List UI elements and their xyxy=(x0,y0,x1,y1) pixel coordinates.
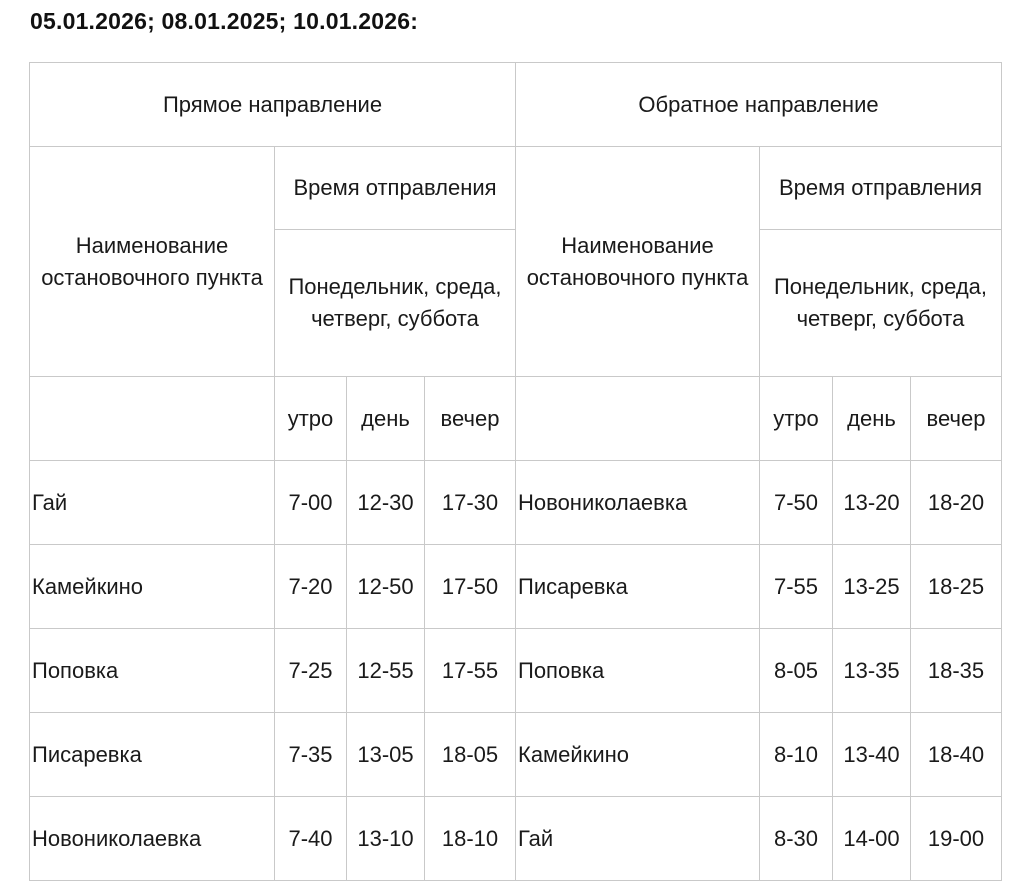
backward-time-morning: 8-30 xyxy=(760,797,833,881)
backward-direction-title: Обратное направление xyxy=(516,63,1002,147)
backward-time-evening: 19-00 xyxy=(911,797,1002,881)
backward-time-day: 13-20 xyxy=(833,461,911,545)
forward-stop-header: Наименование остановочного пункта xyxy=(30,147,275,377)
backward-stop-name: Поповка xyxy=(516,629,760,713)
forward-days: Понедельник, среда, четверг, суббота xyxy=(275,230,516,377)
forward-period-day: день xyxy=(347,377,425,461)
backward-time-header: Время отправления xyxy=(760,147,1002,230)
forward-time-day: 12-30 xyxy=(347,461,425,545)
forward-time-day: 13-05 xyxy=(347,713,425,797)
backward-stop-name: Гай xyxy=(516,797,760,881)
dates-heading: 05.01.2026; 08.01.2025; 10.01.2026: xyxy=(30,8,419,34)
backward-time-day: 13-40 xyxy=(833,713,911,797)
backward-period-morning: утро xyxy=(760,377,833,461)
forward-stop-name: Новониколаевка xyxy=(30,797,275,881)
forward-stop-name: Поповка xyxy=(30,629,275,713)
forward-stop-name: Писаревка xyxy=(30,713,275,797)
table-row xyxy=(30,629,1002,713)
backward-stop-name: Камейкино xyxy=(516,713,760,797)
time-header-row xyxy=(30,147,1002,230)
table-row xyxy=(30,797,1002,881)
backward-period-day: день xyxy=(833,377,911,461)
table-row xyxy=(30,713,1002,797)
forward-time-day: 13-10 xyxy=(347,797,425,881)
forward-time-morning: 7-00 xyxy=(275,461,347,545)
backward-time-day: 13-35 xyxy=(833,629,911,713)
forward-time-evening: 18-05 xyxy=(425,713,516,797)
backward-time-morning: 7-50 xyxy=(760,461,833,545)
forward-time-day: 12-55 xyxy=(347,629,425,713)
forward-time-morning: 7-20 xyxy=(275,545,347,629)
forward-direction-title: Прямое направление xyxy=(30,63,516,147)
backward-time-evening: 18-40 xyxy=(911,713,1002,797)
period-header-row xyxy=(30,377,1002,461)
backward-time-evening: 18-25 xyxy=(911,545,1002,629)
backward-period-evening: вечер xyxy=(911,377,1002,461)
forward-time-morning: 7-35 xyxy=(275,713,347,797)
forward-time-day: 12-50 xyxy=(347,545,425,629)
forward-time-header: Время отправления xyxy=(275,147,516,230)
backward-time-evening: 18-20 xyxy=(911,461,1002,545)
forward-time-evening: 17-50 xyxy=(425,545,516,629)
forward-period-evening: вечер xyxy=(425,377,516,461)
backward-stop-name: Писаревка xyxy=(516,545,760,629)
forward-period-morning: утро xyxy=(275,377,347,461)
backward-time-morning: 8-05 xyxy=(760,629,833,713)
bus-schedule-table xyxy=(29,62,1002,881)
forward-time-evening: 17-30 xyxy=(425,461,516,545)
backward-time-day: 13-25 xyxy=(833,545,911,629)
backward-stop-name: Новониколаевка xyxy=(516,461,760,545)
table-row xyxy=(30,545,1002,629)
forward-time-evening: 18-10 xyxy=(425,797,516,881)
forward-stop-name: Камейкино xyxy=(30,545,275,629)
backward-time-evening: 18-35 xyxy=(911,629,1002,713)
backward-stop-blank xyxy=(516,377,760,461)
forward-stop-name: Гай xyxy=(30,461,275,545)
forward-time-evening: 17-55 xyxy=(425,629,516,713)
backward-stop-header: Наименование остановочного пункта xyxy=(516,147,760,377)
forward-stop-blank xyxy=(30,377,275,461)
table-row xyxy=(30,461,1002,545)
backward-time-morning: 8-10 xyxy=(760,713,833,797)
backward-time-morning: 7-55 xyxy=(760,545,833,629)
forward-time-morning: 7-25 xyxy=(275,629,347,713)
backward-time-day: 14-00 xyxy=(833,797,911,881)
backward-days: Понедельник, среда, четверг, суббота xyxy=(760,230,1002,377)
direction-header-row xyxy=(30,63,1002,147)
forward-time-morning: 7-40 xyxy=(275,797,347,881)
